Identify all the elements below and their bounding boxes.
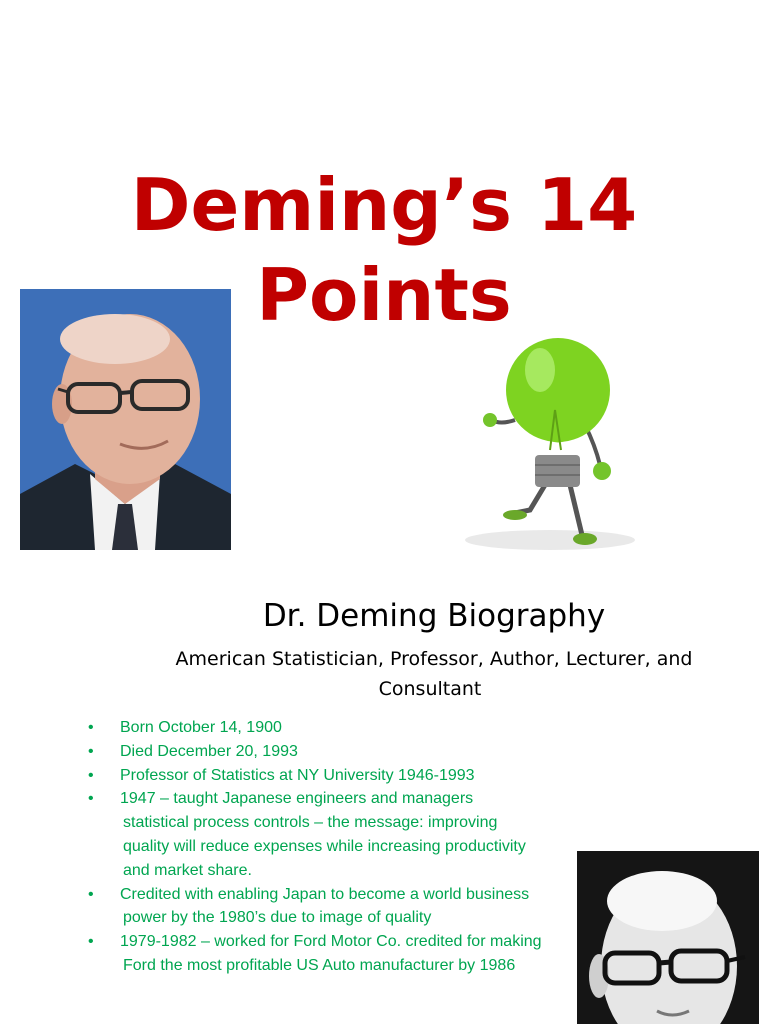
list-item — [88, 740, 628, 764]
list-item-text: 1947 – taught Japanese engineers and managers — [120, 790, 474, 808]
biography-subheading-line-1: American Statistician, Professor, Author, Lecturer, and — [175, 648, 693, 670]
bullet-icon: • — [88, 742, 94, 760]
portrait-bw-illustration — [577, 851, 759, 1024]
list-item — [88, 883, 628, 931]
list-item-text: statistical process controls – the message: improving — [123, 814, 498, 832]
biography-subheading-line-2: Consultant — [378, 678, 482, 700]
portrait-photo-bw — [577, 851, 759, 1024]
title-line-2: Points — [256, 253, 512, 337]
list-item-text: quality will reduce expenses while increasing productivity — [123, 837, 526, 855]
list-item — [88, 764, 628, 788]
biography-heading: Dr. Deming Biography — [262, 598, 606, 634]
portrait-photo-color — [20, 289, 231, 550]
list-item-text: Died December 20, 1993 — [120, 742, 298, 760]
portrait-illustration — [20, 289, 231, 550]
bullet-icon: • — [88, 766, 94, 784]
list-item-text: power by the 1980’s due to image of quality — [123, 909, 432, 927]
list-item — [88, 930, 628, 978]
list-item-text: Born October 14, 1900 — [120, 719, 282, 736]
bullet-icon: • — [88, 719, 94, 736]
title-line-1: Deming’s 14 — [130, 163, 638, 247]
bullet-icon: • — [88, 790, 94, 808]
list-item — [88, 716, 628, 740]
bullet-icon: • — [88, 933, 94, 951]
list-item-text: 1979-1982 – worked for Ford Motor Co. credited for making — [120, 933, 542, 951]
list-item — [88, 787, 628, 882]
list-item-text: and market share. — [123, 861, 252, 879]
lightbulb-mascot — [460, 325, 645, 555]
list-item-text: Ford the most profitable US Auto manufacturer by 1986 — [123, 956, 516, 974]
bullet-icon: • — [88, 885, 94, 903]
list-item-text: Credited with enabling Japan to become a world business — [120, 885, 530, 903]
list-item-text: Professor of Statistics at NY University 1946-1993 — [120, 766, 475, 784]
lightbulb-icon — [460, 325, 645, 555]
biography-bullet-list — [88, 716, 628, 978]
